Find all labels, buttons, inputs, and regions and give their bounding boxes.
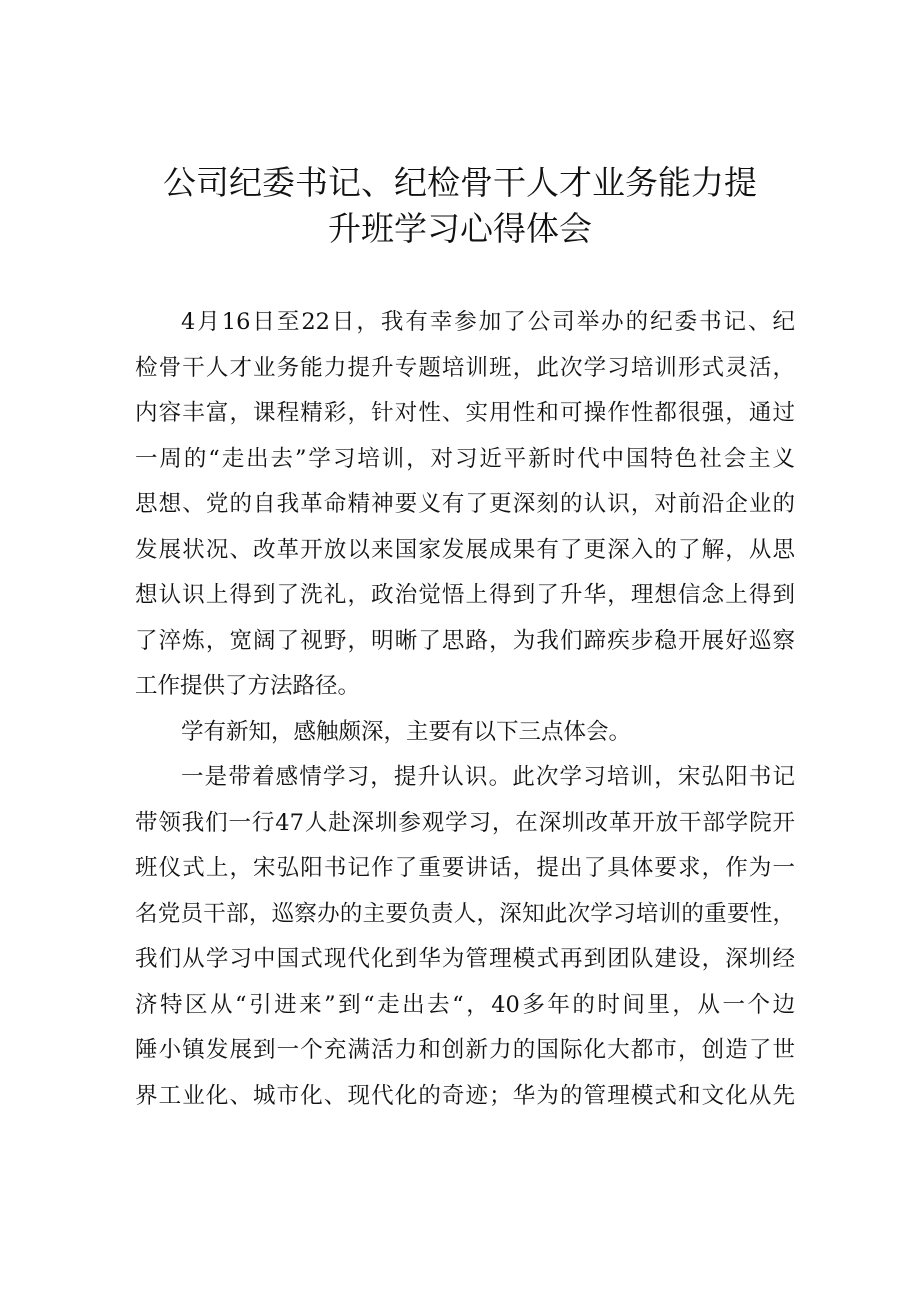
- body-line: 工作提供了方法路径。: [135, 673, 361, 699]
- document-title: [0, 160, 920, 252]
- body-line: 思想、党的自我革命精神要义有了更深刻的认识，对前沿企业的: [135, 491, 795, 517]
- body-line: 名党员干部，巡察办的主要负责人，深知此次学习培训的重要性，: [135, 900, 795, 927]
- body-line: 一是带着感情学习，提升认识。此次学习培训，宋弘阳书记: [181, 764, 795, 790]
- body-line: 了淬炼，宽阔了视野，明晰了思路，为我们蹄疾步稳开展好巡察: [135, 627, 795, 654]
- body-line: 带领我们一行47人赴深圳参观学习，在深圳改革开放干部学院开: [135, 809, 795, 836]
- body-line: 我们从学习中国式现代化到华为管理模式再到团队建设，深圳经: [135, 946, 795, 972]
- body-line: 内容丰富，课程精彩，针对性、实用性和可操作性都很强，通过: [135, 400, 795, 426]
- body-line: 学有新知，感触颇深，主要有以下三点体会。: [181, 718, 632, 745]
- body-line: 想认识上得到了洗礼，政治觉悟上得到了升华，理想信念上得到: [135, 582, 795, 608]
- body-line: 检骨干人才业务能力提升专题培训班，此次学习培训形式灵活，: [135, 354, 795, 381]
- title-line: 升班学习心得体会: [328, 209, 592, 248]
- body-line: 发展状况、改革开放以来国家发展成果有了更深入的了解，从思: [135, 536, 795, 563]
- body-line: 济特区从“引进来”到“走出去“，40多年的时间里，从一个边: [135, 991, 795, 1018]
- document-body: [135, 300, 795, 1119]
- body-line: 一周的“走出去”学习培训，对习近平新时代中国特色社会主义: [135, 445, 795, 472]
- body-line: 4月16日至22日，我有幸参加了公司举办的纪委书记、纪: [181, 309, 795, 335]
- body-line: 陲小镇发展到一个充满活力和创新力的国际化大都市，创造了世: [135, 1037, 795, 1063]
- body-line: 界工业化、城市化、现代化的奇迹；华为的管理模式和文化从先: [135, 1082, 795, 1109]
- title-line: 公司纪委书记、纪检骨干人才业务能力提: [163, 163, 757, 202]
- body-line: 班仪式上，宋弘阳书记作了重要讲话，提出了具体要求，作为一: [135, 855, 795, 881]
